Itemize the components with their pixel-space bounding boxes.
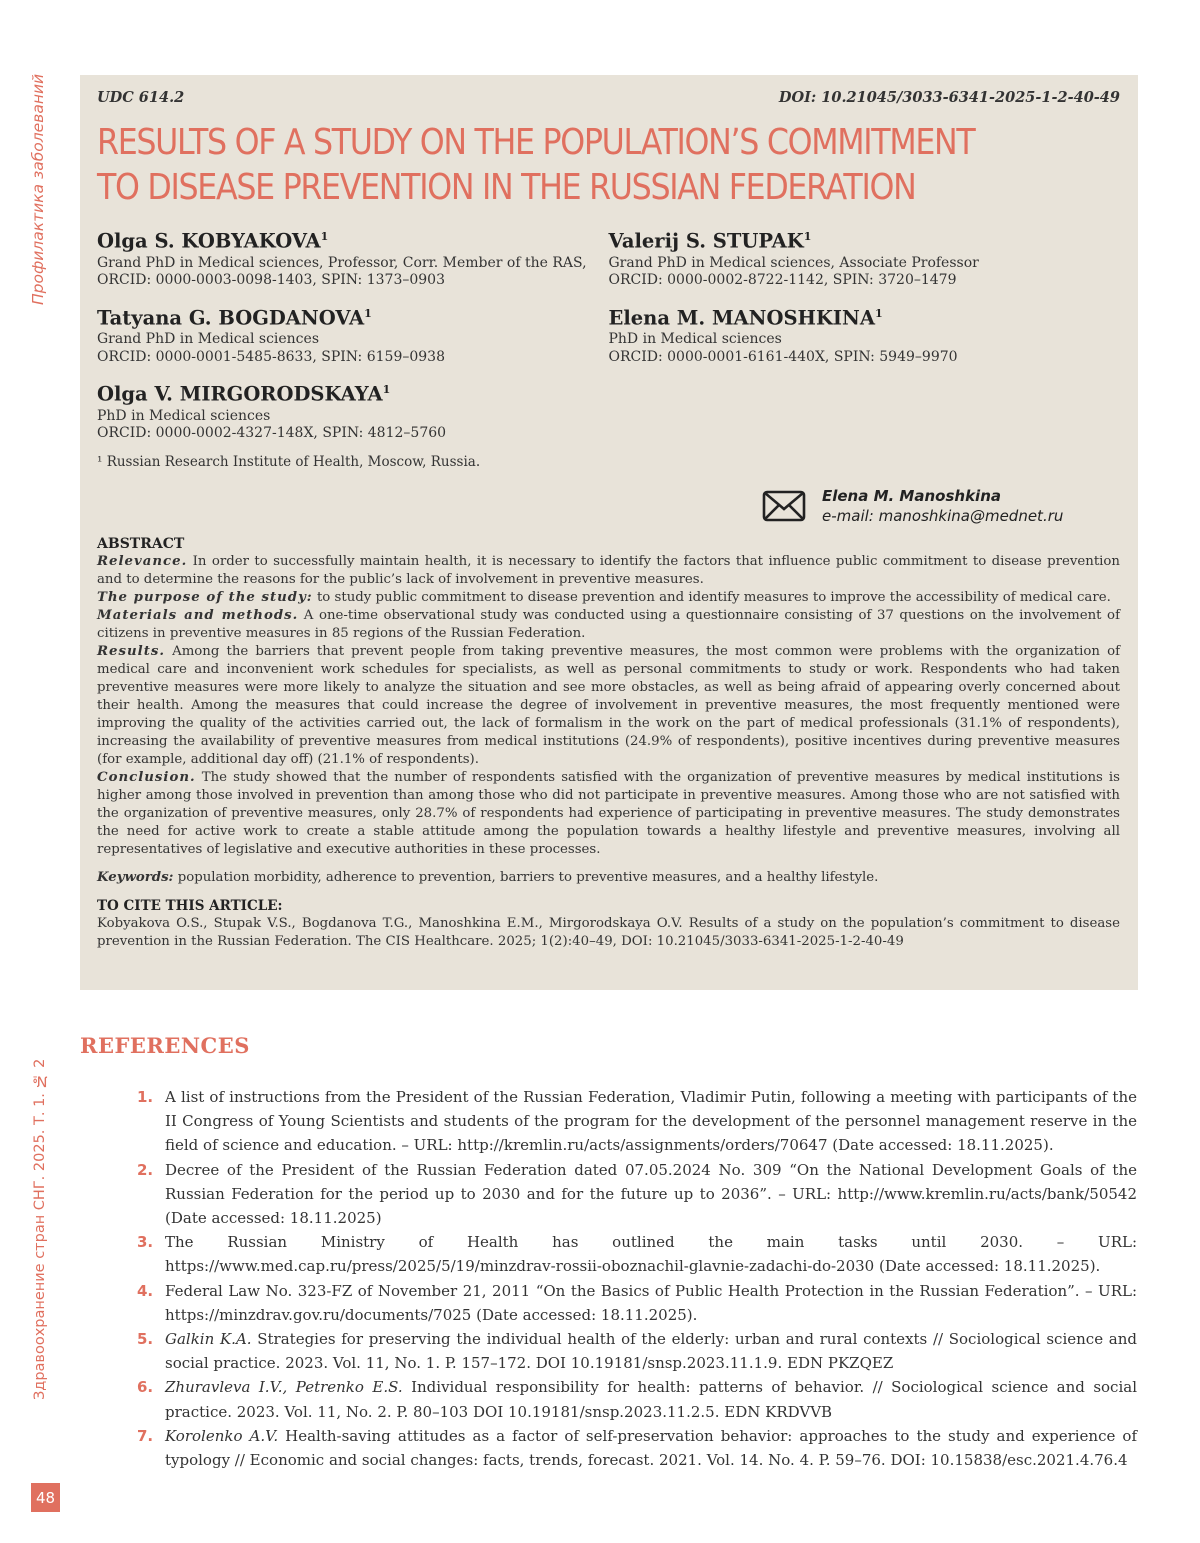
authors-left-column [97, 224, 609, 470]
keywords-text: population morbidity, adherence to prevention, barriers to preventive measures, and a healthy lifestyle. [177, 870, 879, 885]
author-degree: Grand PhD in Medical sciences, Associate Professor [608, 254, 979, 271]
author-bogdanova [97, 301, 609, 367]
author-orcid: ORCID: 0000-0003-0098-1403, SPIN: 1373–0903 [97, 272, 445, 288]
author-mirgorodskaya [97, 377, 609, 443]
author-name: Elena M. MANOSHKINA [608, 306, 875, 329]
author-affil-mark: 1 [875, 306, 883, 320]
envelope-icon [762, 489, 806, 523]
author-name: Olga S. KOBYAKOVA [97, 229, 321, 253]
abstract-results [97, 643, 1120, 769]
author-orcid: ORCID: 0000-0001-5485-8633, SPIN: 6159–0938 [97, 348, 445, 365]
reference-item [137, 1158, 1137, 1231]
contact-name: Elena M. Manoshkina [822, 487, 1001, 505]
author-degree: Grand PhD in Medical sciences, Professor, Corr. Member of the RAS, [97, 254, 587, 271]
methods-label: Materials and methods. [97, 608, 299, 623]
reference-item [137, 1279, 1137, 1327]
author-degree: PhD in Medical sciences [97, 407, 271, 424]
conclusion-text: The study showed that the number of respondents satisfied with the organization of preventive measures by medical institutions is higher among those involved in prevention than among those who did not participate in preventive measures. Among those who are not satisfied with the organization of preventive measures, only 28.7% of respondents had experience of participating in preventive measures. The study demonstrates the need for active work to create a stable attitude among the population towards a healthy lifestyle and preventive measures, involving all representatives of legislative and executive authorities in these processes. [97, 770, 1121, 857]
reference-text: A list of instructions from the President of the Russian Federation, Vladimir Putin, following a meeting with participants of the II Congress of Young Scientists and students of the program for the development of the personnel management reserve in the field of science and education. – URL: http://kremlin.ru/acts/assignments/orders/70647 (Date accessed: 18.11.2025). [165, 1088, 1137, 1155]
reference-text: Strategies for preserving the individual health of the elderly: urban and rural contexts // Sociological science and social practice. 2023. Vol. 11, No. 1. P. 157–172. DOI 10.19181/snsp.2023.11.1.9. EDN PKZQEZ [165, 1330, 1137, 1373]
cite-heading: TO CITE THIS ARTICLE: [97, 898, 283, 914]
relevance-label: Relevance. [97, 554, 188, 569]
author-affil-mark: 1 [364, 306, 372, 320]
relevance-text: In order to successfully maintain health, it is necessary to identify the factors that influence public commitment to disease prevention and to determine the reasons for the public’s lack of involvement in preventive measures. [97, 554, 1120, 587]
author-affil-mark: 1 [320, 230, 329, 243]
results-text: Among the barriers that prevent people from taking preventive measures, the most common were problems with the organization of medical care and inconvenient work schedules for specialists, as well as personal commitments to study or work. Respondents who had taken preventive measures were more likely to analyze the situation and see more obstacles, as well as being afraid of appearing overly concerned about their health. Among the measures that could increase the degree of involvement in preventive measures, the most frequently mentioned were improving the quality of the activities carried out, the lack of formalism in the work on the part of medical professionals (31.1% of respondents), increasing the availability of preventive measures from medical institutions (24.9% of respondents), positive incentives during preventive measures (for example, additional day off) (21.1% of respondents). [97, 644, 1120, 767]
references-heading: REFERENCES [80, 1033, 250, 1058]
author-degree: PhD in Medical sciences [608, 331, 782, 347]
abstract [97, 535, 1120, 951]
page-number: 48 [31, 1483, 60, 1512]
author-kobyakova [97, 224, 609, 290]
author-degree: Grand PhD in Medical sciences [97, 331, 319, 347]
author-name: Tatyana G. BOGDANOVA [97, 306, 365, 329]
reference-text: Decree of the President of the Russian Federation dated 07.05.2024 No. 309 “On the National Development Goals of the Russian Federation for the period up to 2030 and for the future up to 2036”. – URL: http://www.kremlin.ru/acts/bank/50542 (Date accessed: 18.11.2025) [165, 1160, 1137, 1228]
contact-email[interactable]: e-mail: manoshkina@mednet.ru [822, 507, 1064, 525]
results-label: Results. [97, 644, 165, 659]
cite-text: Kobyakova O.S., Stupak V.S., Bogdanova T.G., Manoshkina E.M., Mirgorodskaya O.V. Results of a study on the population’s commitment to disease prevention in the Russian Federation. The CIS Healthcare. 2025; 1(2):40–49, DOI: 10.21045/3033-6341-2025-1-2-40-49 [97, 916, 1120, 949]
author-name: Olga V. MIRGORODSKAYA [97, 382, 383, 406]
corresponding-author [762, 486, 1063, 526]
keywords-label: Keywords: [97, 870, 174, 885]
reference-number: 1. [137, 1088, 154, 1106]
affiliation-note: ¹ Russian Research Institute of Health, Moscow, Russia. [97, 453, 481, 470]
reference-text: Federal Law No. 323-FZ of November 21, 2011 “On the Basics of Public Health Protection in the Russian Federation”. – URL: https://minzdrav.gov.ru/documents/7025 (Date accessed: 18.11.2025). [165, 1281, 1137, 1324]
reference-item [137, 1424, 1137, 1472]
abstract-heading: ABSTRACT [97, 536, 185, 552]
reference-author: Galkin K.A. [165, 1330, 252, 1349]
author-name: Valerij S. STUPAK [608, 229, 804, 253]
reference-text: Health-saving attitudes as a factor of self-preservation behavior: approaches to the study and experience of typology // Economic and social changes: facts, trends, forecast. 2021. Vol. 14. No. 4. P. 59–76. DOI: 10.15838/esc.2021.4.76.4 [165, 1426, 1137, 1470]
reference-item [137, 1230, 1137, 1278]
section-side-label: Профилактика заболеваний [29, 74, 47, 306]
references-list [137, 1085, 1137, 1472]
authors-right-column [609, 224, 1121, 470]
reference-item [137, 1085, 1137, 1158]
abstract-conclusion [97, 769, 1120, 859]
article-title [97, 120, 997, 210]
udc-code: UDC 614.2 [97, 89, 185, 106]
purpose-text: to study public commitment to disease prevention and identify measures to improve the accessibility of medical care. [316, 590, 1111, 605]
author-affil-mark: 1 [382, 383, 391, 396]
journal-side-label: Здравоохранение стран СНГ. 2025. Т. 1. № 2 [32, 1058, 48, 1400]
reference-text: The Russian Ministry of Health has outlined the main tasks until 2030. – URL: https://www.med.cap.ru/press/2025/5/19/minzdrav-rossii-oboznachil-glavnie-zadachi-do-2030 (Date accessed: 18.11.2025). [165, 1233, 1137, 1276]
reference-item [137, 1327, 1137, 1375]
abstract-relevance [97, 553, 1120, 589]
reference-number: 6. [137, 1378, 154, 1397]
reference-author: Korolenko A.V. [165, 1426, 279, 1445]
author-affil-mark: 1 [803, 230, 812, 243]
methods-text: A one-time observational study was conducted using a questionnaire consisting of 37 questions on the involvement of citizens in preventive measures in 85 regions of the Russian Federation. [97, 608, 1120, 641]
reference-number: 2. [137, 1160, 154, 1179]
reference-number: 4. [137, 1281, 154, 1300]
reference-number: 3. [137, 1233, 154, 1252]
keywords [97, 869, 1120, 887]
doi: DOI: 10.21045/3033-6341-2025-1-2-40-49 [778, 89, 1120, 106]
author-orcid: ORCID: 0000-0002-8722-1142, SPIN: 3720–1479 [608, 272, 957, 288]
reference-author: Zhuravleva I.V., Petrenko E.S. [165, 1378, 403, 1397]
title-line-2: TO DISEASE PREVENTION IN THE RUSSIAN FEDERATION [97, 167, 916, 208]
meta-row [97, 89, 1120, 106]
title-line-1: RESULTS OF A STUDY ON THE POPULATION’S COMMITMENT [97, 122, 975, 163]
reference-number: 7. [137, 1426, 154, 1445]
abstract-methods [97, 607, 1120, 643]
abstract-purpose [97, 589, 1120, 607]
author-orcid: ORCID: 0000-0001-6161-440X, SPIN: 5949–9970 [608, 348, 958, 365]
authors-block [97, 224, 1120, 470]
reference-item [137, 1375, 1137, 1423]
conclusion-label: Conclusion. [97, 770, 196, 785]
purpose-label: The purpose of the study: [97, 590, 313, 605]
reference-text: Individual responsibility for health: patterns of behavior. // Sociological science and social practice. 2023. Vol. 11, No. 2. P. 80–103 DOI 10.19181/snsp.2023.11.2.5. EDN KRDVVB [165, 1378, 1138, 1421]
author-stupak [609, 224, 1121, 290]
author-manoshkina [609, 301, 1121, 367]
article-header-box [80, 75, 1138, 990]
reference-number: 5. [137, 1330, 154, 1349]
author-orcid: ORCID: 0000-0002-4327-148X, SPIN: 4812–5760 [97, 425, 447, 441]
